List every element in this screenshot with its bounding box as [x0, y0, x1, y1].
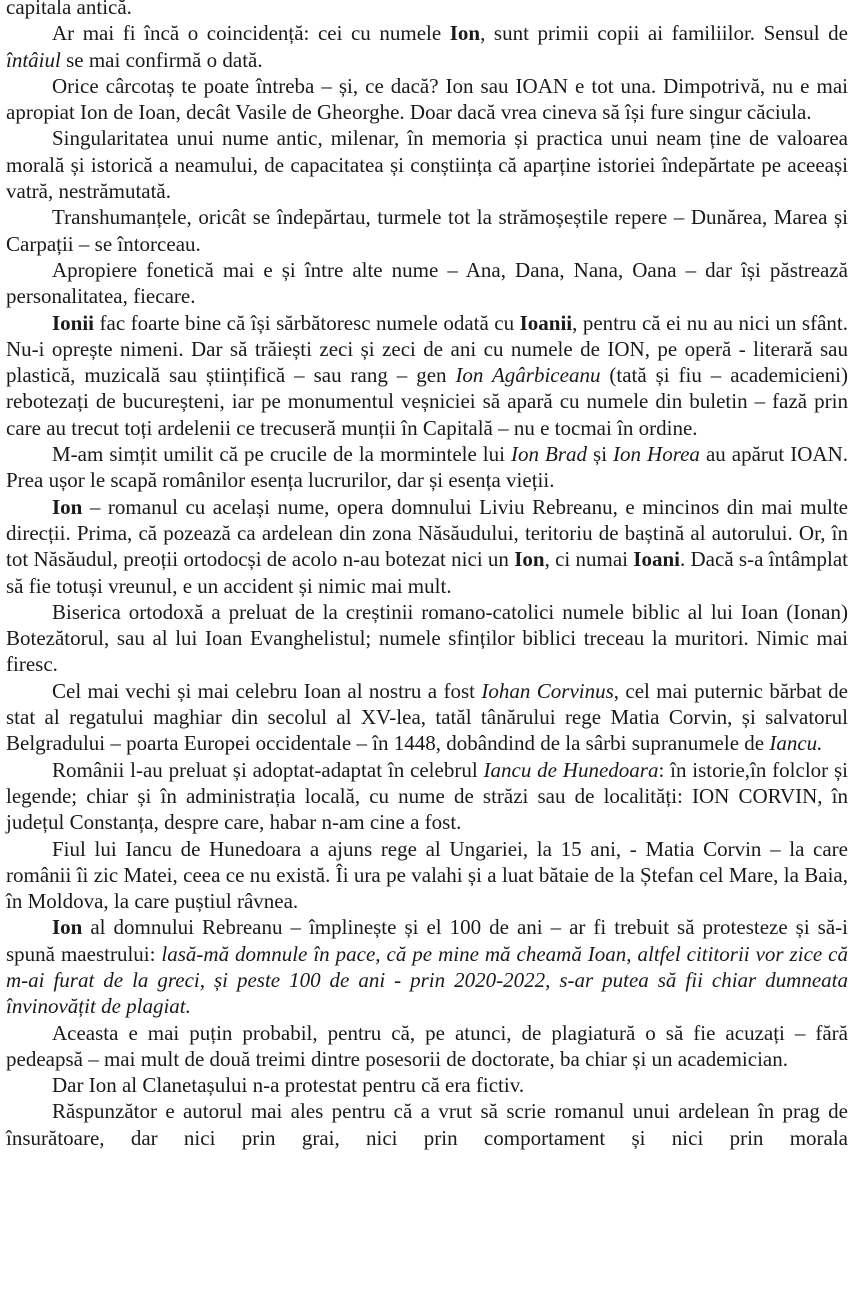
paragraph: [6, 757, 848, 836]
italic-text: întâiul: [6, 47, 61, 72]
text-run: , pentru că ei nu au nici un sfânt. Nu-i oprește nimeni. Dar să trăiești zeci și zeci de ani cu numele de ION, pe operă - literară sau plastică, muzicală sau științifică – sau rang – gen: [6, 310, 849, 388]
italic-text: Ion Horea: [613, 442, 700, 467]
paragraph: [6, 20, 848, 73]
paragraph: [6, 599, 848, 678]
italic-text: Iancu.: [769, 731, 823, 756]
text-run: M-am simțit umilit că pe crucile de la mormintele lui: [52, 442, 511, 467]
paragraph: [6, 1098, 848, 1151]
bold-text: Ionii: [52, 310, 95, 335]
paragraph: [6, 73, 848, 126]
italic-text: Iancu de Hunedoara: [483, 757, 659, 782]
text-run: , ci numai: [544, 547, 634, 572]
text-run: . Dacă s-a întâmplat să fie totuși vreunul, e un accident și nimic mai mult.: [6, 547, 848, 598]
text-run: , sunt primii copii ai familiilor. Sensul de: [480, 21, 848, 46]
text-run: au apărut IOAN. Prea ușor le scapă românilor esența lucrurilor, dar și esența vieții.: [6, 442, 849, 493]
italic-text: Ion Brad: [511, 442, 588, 467]
text-run: – romanul cu același nume, opera domnului Liviu Rebreanu, e mincinos din mai multe direcții. Prima, că pozează ca ardelean din zona Năsăudului, teritoriu de baștină al autorului. Or, în tot Năsăudul, preoții ortodocși de acolo n-au botezat nici un: [6, 494, 848, 572]
text-run: Singularitatea unui nume antic, milenar, în memoria și practica unui neam ține de valoarea morală și istorică a neamului, de capacitatea și conștiința că aparține istoriei îndepărtate pe aceeași vatră, nestrămutată.: [6, 126, 848, 204]
text-run: Dar Ion al Clanetașului n-a protestat pentru că era fictiv.: [52, 1073, 525, 1098]
bold-text: Ion: [514, 547, 545, 572]
text-run: se mai confirmă o dată.: [60, 47, 263, 72]
text-run: Biserica ortodoxă a preluat de la creștinii romano-catolici numele biblic al lui Ioan (Ionan) Botezătorul, sau al lui Ioan Evanghelistul; numele sfinților biblici treceau la muritori. Nimic mai firesc.: [6, 599, 848, 677]
text-run: Transhumanțele, oricât se îndepărtau, turmele tot la strămoșeștile repere – Dunărea, Marea și Carpații – se întorceau.: [6, 205, 848, 256]
bold-text: Ion: [52, 915, 83, 940]
text-run: Cel mai vechi și mai celebru Ioan al nostru a fost: [52, 678, 482, 703]
paragraph: [6, 1072, 848, 1098]
text-run: : în istorie,în folclor și legende; chiar și în administrația locală, cu nume de străzi sau de localități: ION CORVIN, în județul Constanța, despre care, habar n-am cine a fost.: [6, 757, 848, 835]
paragraph: [6, 678, 848, 757]
paragraph: [6, 441, 848, 494]
paragraph: [6, 204, 848, 257]
text-run: , cel mai puternic bărbat de stat al regatului maghiar din secolul al XV-lea, tatăl tânărului rege Matia Corvin, și salvatorul Belgradului – poarta Europei occidentale – în 1448, dobândind de la sârbi supranumele de: [6, 678, 848, 756]
paragraph: [6, 494, 848, 599]
text-run: Fiul lui Iancu de Hunedoara a ajuns rege al Ungariei, la 15 ani, - Matia Corvin – la care românii îi zic Matei, ceea ce nu există. Îi ura pe valahi și a luat bătaie de la Ștefan cel Mare, la Baia, în Moldova, la care puștiul râvnea.: [6, 836, 848, 914]
text-run: (tată și fiu – academicieni) rebotezați de bucureșteni, iar pe monumentul veșniciei să apară cu numele din buletin – fază prin care au trecut toți ardelenii ce trecuseră munții în Capitală – nu e tocmai în ordine.: [6, 363, 848, 440]
paragraph: [6, 310, 848, 441]
paragraph: [6, 125, 848, 204]
italic-text: Iohan Corvinus: [481, 678, 614, 703]
paragraph: [6, 257, 848, 310]
italic-text: lasă-mă domnule în pace, că pe mine mă cheamă Ioan, altfel cititorii vor zice că m-ai furat de la greci, și peste 100 de ani - prin 2020-2022, s-ar putea să fii chiar dumneata învinovățit de plagiat.: [6, 941, 848, 1019]
paragraph: [6, 914, 848, 1019]
text-run: și: [587, 442, 614, 467]
text-run: Apropiere fonetică mai e și între alte nume – Ana, Dana, Nana, Oana – dar își păstrează personalitatea, fiecare.: [6, 257, 848, 309]
bold-text: Ion: [52, 494, 83, 519]
bold-text: Ion: [449, 21, 481, 46]
text-run: Orice cârcotaș te poate întreba – și, ce dacă? Ion sau IOAN e tot una. Dimpotrivă, nu e mai apropiat Ion de Ioan, decât Vasile de Gheorghe. Doar dacă vrea cineva să își fure singur căciula.: [6, 73, 848, 125]
text-run: capitala antică.: [6, 0, 132, 19]
bold-text: Ioani: [633, 547, 680, 572]
text-run: Ar mai fi încă o coincidență: cei cu numele: [52, 21, 450, 46]
text-run: Răspunzător e autorul mai ales pentru că a vrut să scrie romanul unui ardelean în prag de însurătoare, dar nici prin grai, nici prin comportament și nici prin morala: [6, 1099, 848, 1150]
paragraph: [6, 1020, 848, 1073]
paragraph: [6, 0, 848, 20]
italic-text: Ion Agârbiceanu: [455, 363, 601, 388]
text-run: Românii l-au preluat și adoptat-adaptat în celebrul: [52, 757, 484, 782]
paragraph: [6, 836, 848, 915]
text-run: Aceasta e mai puțin probabil, pentru că, pe atunci, de plagiatură o să fie acuzați – fără pedeapsă – mai mult de două treimi dintre posesorii de doctorate, ba chiar și un academician.: [6, 1020, 848, 1071]
bold-text: Ioanii: [519, 310, 573, 335]
text-run: fac foarte bine că își sărbătoresc numele odată cu: [94, 310, 520, 335]
text-run: al domnului Rebreanu – împlinește și el 100 de ani – ar fi trebuit să protesteze și să-i spună maestrului:: [6, 915, 848, 966]
